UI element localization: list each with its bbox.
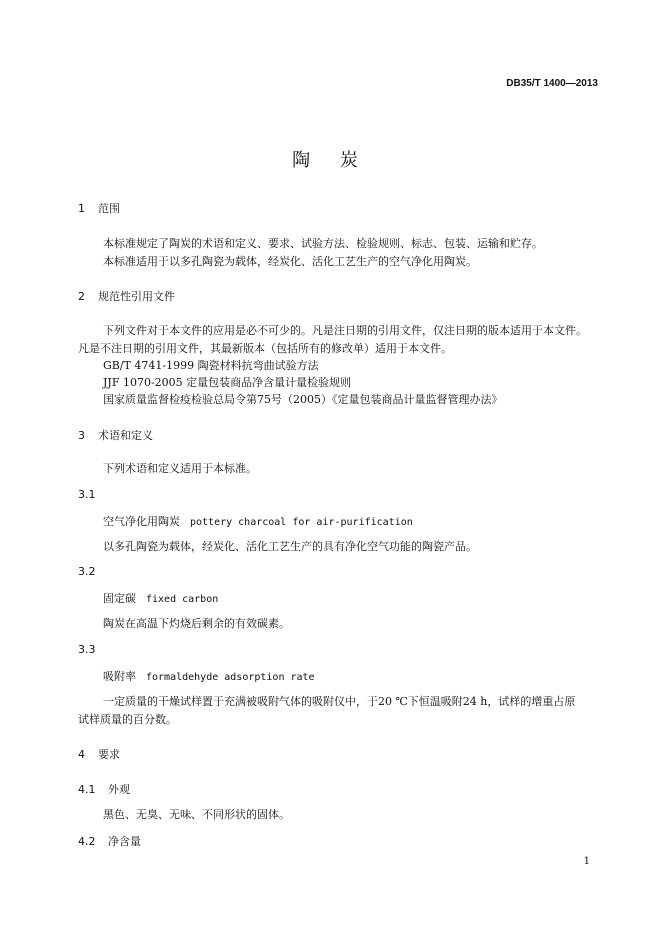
reference-item: JJF 1070-2005 定量包装商品净含量计量检验规则 bbox=[103, 376, 352, 389]
paragraph: 本标准适用于以多孔陶瓷为载体，经炭化、活化工艺生产的空气净化用陶炭。 bbox=[103, 255, 477, 268]
subsection-heading-4-1 bbox=[78, 781, 130, 797]
term-cn: 固定碳 bbox=[103, 592, 136, 605]
reference-item: GB/T 4741-1999 陶瓷材料抗弯曲试验方法 bbox=[103, 359, 319, 372]
clause-number: 3.2 bbox=[78, 565, 96, 578]
section-number: 1 bbox=[78, 202, 85, 215]
paragraph: 下列文件对于本文件的应用是必不可少的。凡是注日期的引用文件，仅注日期的版本适用于本文件。 bbox=[103, 324, 587, 337]
clause-number: 3.1 bbox=[78, 488, 96, 501]
section-heading-3 bbox=[78, 427, 153, 443]
term-definition: 陶炭在高温下灼烧后剩余的有效碳素。 bbox=[103, 617, 290, 630]
section-title: 要求 bbox=[98, 748, 120, 761]
section-title: 术语和定义 bbox=[98, 429, 153, 442]
page-title: 陶 炭 bbox=[292, 150, 370, 171]
section-number: 4 bbox=[78, 748, 85, 761]
section-number: 2 bbox=[78, 290, 85, 303]
paragraph: 下列术语和定义适用于本标准。 bbox=[103, 462, 257, 475]
subsection-number: 4.1 bbox=[78, 783, 96, 796]
paragraph: 凡是不注日期的引用文件，其最新版本（包括所有的修改单）适用于本文件。 bbox=[78, 342, 452, 355]
subsection-title: 净含量 bbox=[108, 835, 141, 848]
section-title: 规范性引用文件 bbox=[98, 290, 175, 303]
section-heading-4 bbox=[78, 746, 120, 762]
term-en: pottery charcoal for air-purification bbox=[190, 517, 413, 528]
section-title: 范围 bbox=[98, 202, 120, 215]
clause-number: 3.3 bbox=[78, 643, 96, 656]
paragraph: 黑色、无臭、无味、不同形状的固体。 bbox=[103, 808, 290, 821]
term-definition: 一定质量的干燥试样置于充满被吸附气体的吸附仪中，于20 ℃下恒温吸附24 h，试样的增重占原 bbox=[103, 695, 576, 708]
term-en: fixed carbon bbox=[146, 594, 219, 605]
subsection-title: 外观 bbox=[108, 783, 130, 796]
subsection-heading-4-2 bbox=[78, 833, 141, 849]
section-heading-2 bbox=[78, 288, 175, 304]
term-entry bbox=[103, 590, 218, 606]
term-definition: 以多孔陶瓷为载体，经炭化、活化工艺生产的具有净化空气功能的陶瓷产品。 bbox=[103, 540, 477, 553]
term-en: formaldehyde adsorption rate bbox=[146, 672, 315, 683]
paragraph: 本标准规定了陶炭的术语和定义、要求、试验方法、检验规则、标志、包装、运输和贮存。 bbox=[103, 237, 543, 250]
term-cn: 吸附率 bbox=[103, 670, 136, 683]
subsection-number: 4.2 bbox=[78, 835, 96, 848]
term-definition: 试样质量的百分数。 bbox=[78, 713, 177, 726]
section-number: 3 bbox=[78, 429, 85, 442]
term-cn: 空气净化用陶炭 bbox=[103, 515, 180, 528]
page-number: 1 bbox=[583, 856, 590, 867]
doc-number: DB35/T 1400—2013 bbox=[506, 78, 598, 89]
reference-item: 国家质量监督检疫检验总局令第75号（2005）《定量包装商品计量监督管理办法》 bbox=[103, 393, 503, 406]
term-entry bbox=[103, 513, 413, 529]
term-entry bbox=[103, 668, 315, 684]
section-heading-1 bbox=[78, 200, 120, 216]
